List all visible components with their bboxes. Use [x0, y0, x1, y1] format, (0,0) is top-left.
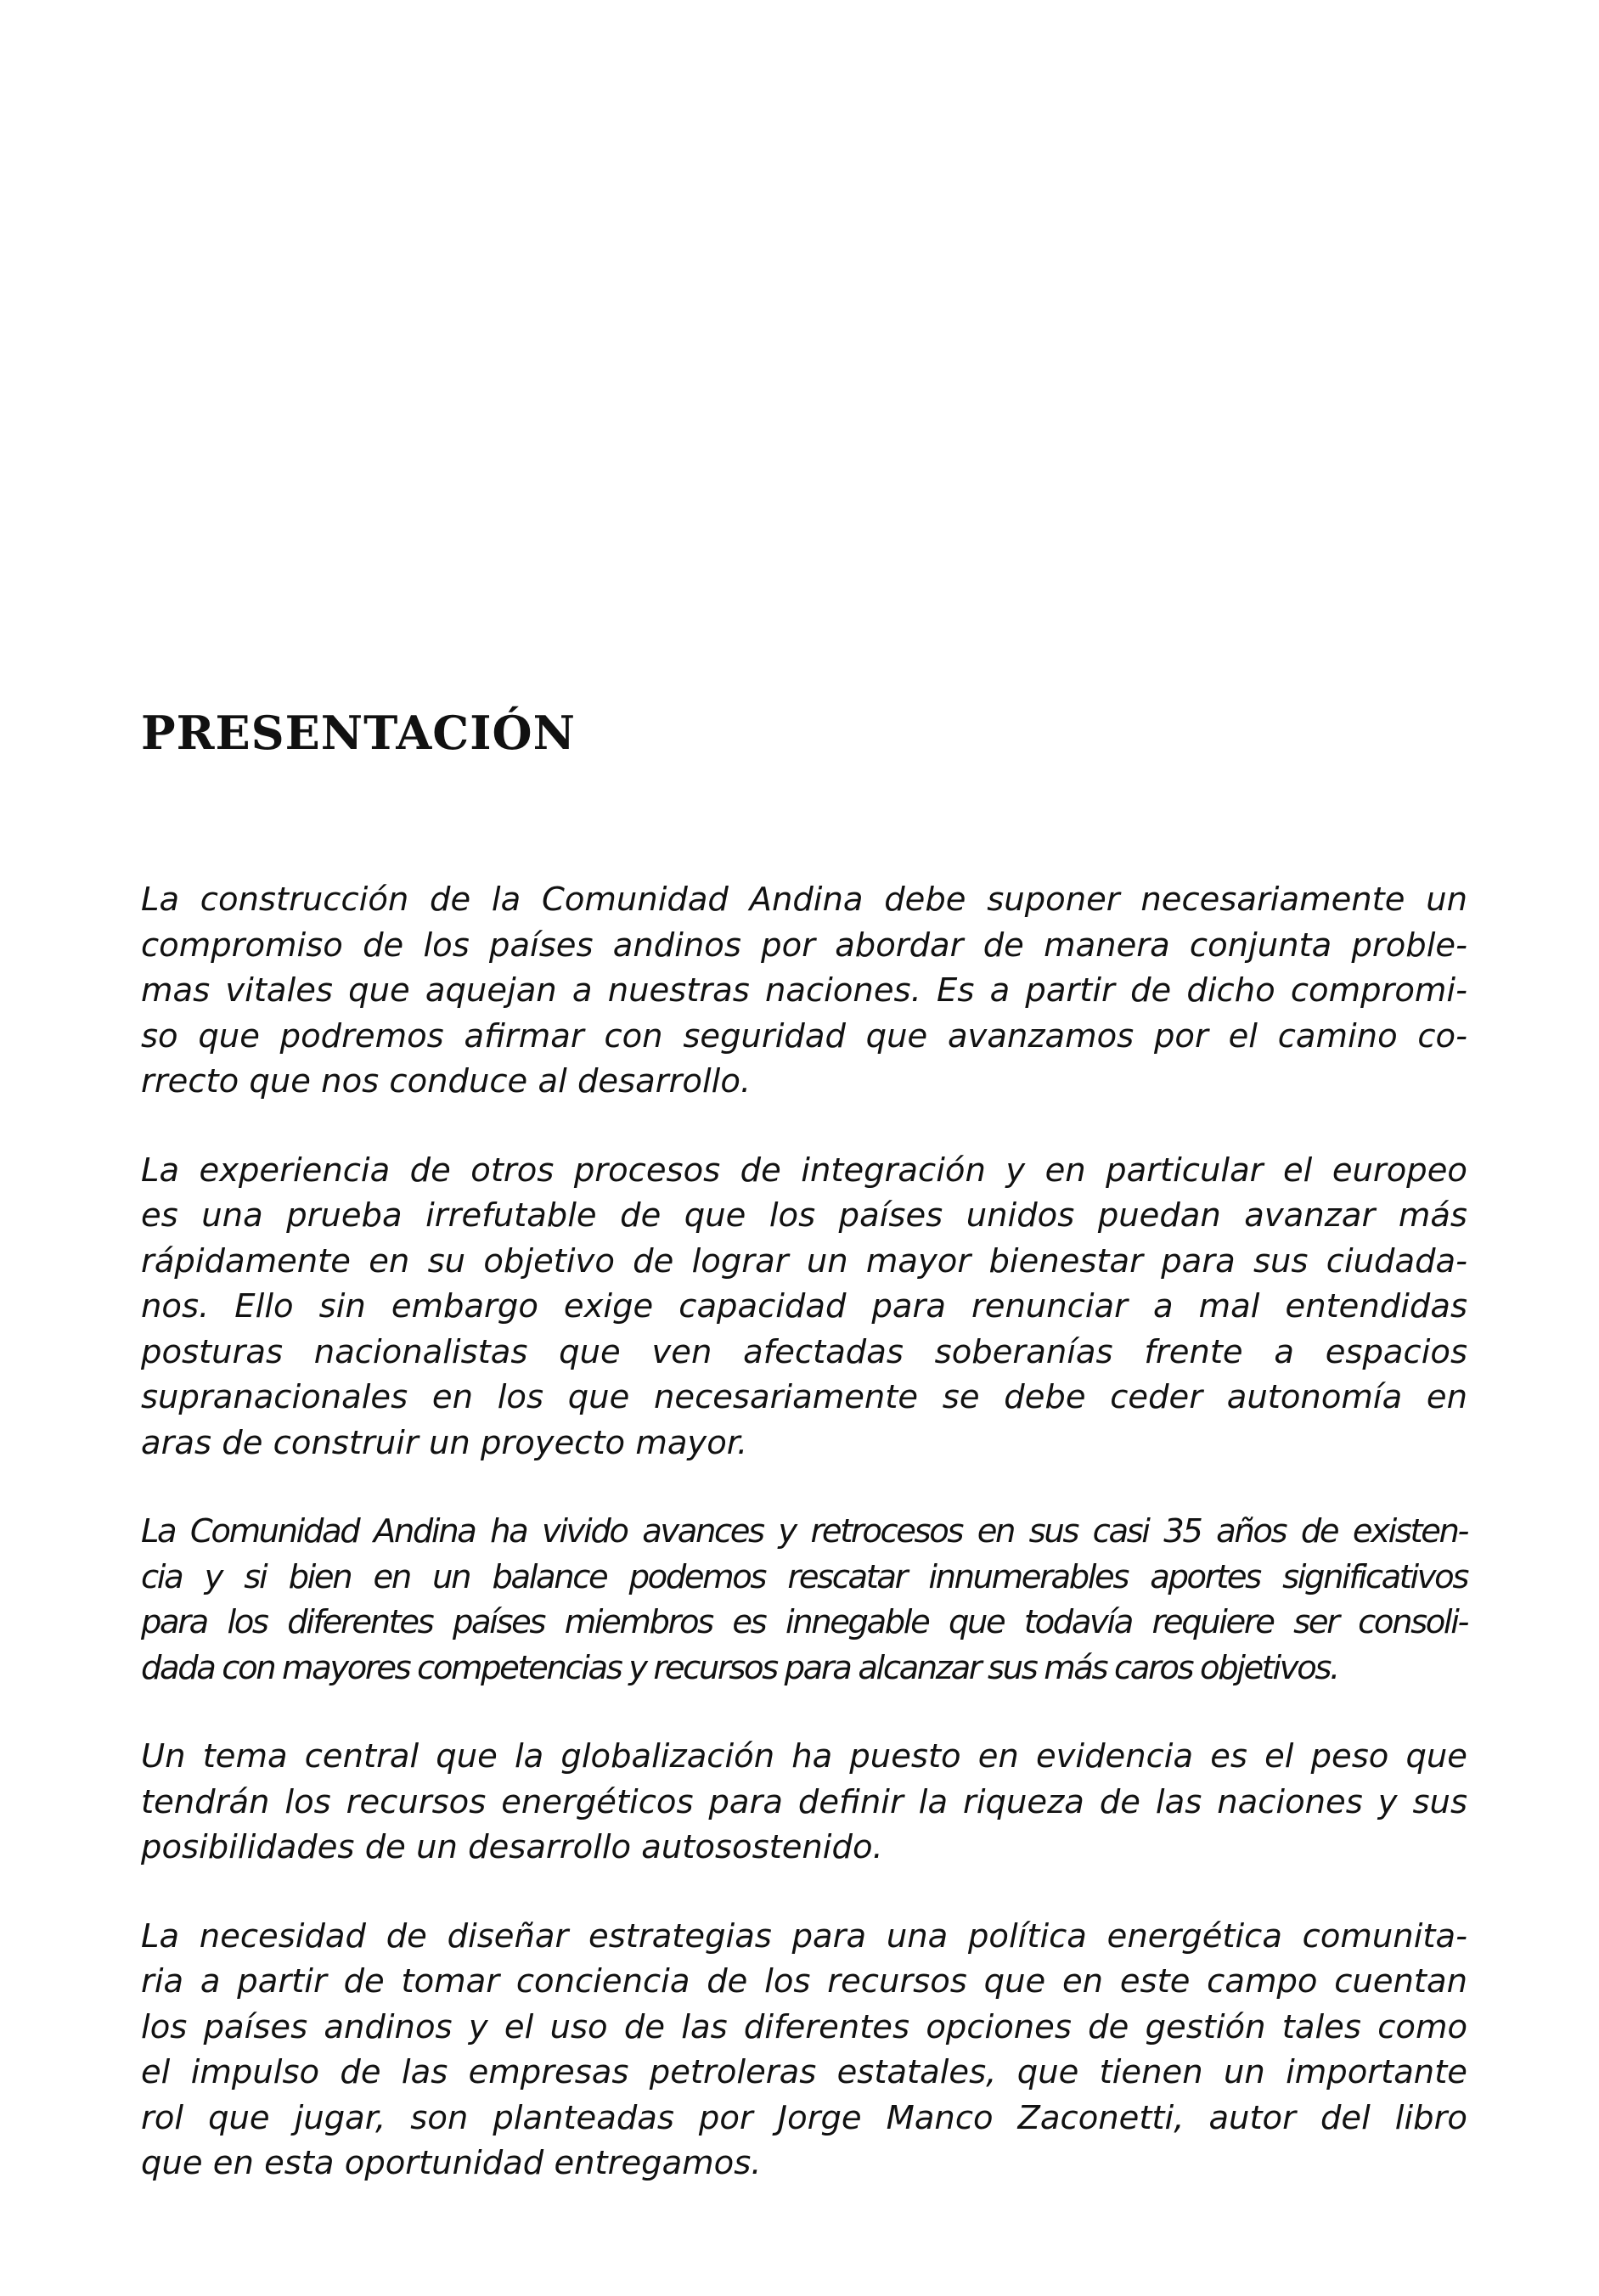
text-line: rrecto que nos conduce al desarrollo.	[141, 1062, 752, 1100]
page-title: PRESENTACIÓN	[141, 706, 576, 760]
text-line: so que podremos afirmar con seguridad que avanzamos por el camino co-	[141, 1016, 1467, 1055]
text-line: para los diferentes países miembros es innegable que todavía requiere ser consoli-	[141, 1603, 1467, 1641]
text-line: compromiso de los países andinos por abordar de manera conjunta proble-	[141, 926, 1467, 965]
text-line: nos. Ello sin embargo exige capacidad para renunciar a mal entendidas	[141, 1287, 1467, 1325]
paragraph-2	[141, 1148, 1467, 1466]
paragraph-1	[141, 877, 1467, 1105]
text-line: La Comunidad Andina ha vivido avances y retrocesos en sus casi 35 años de existen-	[141, 1512, 1467, 1550]
text-line: aras de construir un proyecto mayor.	[141, 1423, 748, 1462]
text-line: el impulso de las empresas petroleras estatales, que tienen un importante	[141, 2053, 1467, 2091]
text-line: Un tema central que la globalización ha puesto en evidencia es el peso que	[141, 1737, 1467, 1775]
text-line: ria a partir de tomar conciencia de los recursos que en este campo cuentan	[141, 1962, 1467, 2001]
text-line: dada con mayores competencias y recursos para alcanzar sus más caros objetivos.	[141, 1648, 1338, 1687]
body-text	[141, 877, 1467, 2186]
text-line: La necesidad de diseñar estrategias para una política energética comunita-	[141, 1916, 1467, 1956]
text-line: rápidamente en su objetivo de lograr un mayor bienestar para sus ciudada-	[141, 1241, 1467, 1280]
text-line: es una prueba irrefutable de que los países unidos puedan avanzar más	[141, 1196, 1467, 1235]
text-line: supranacionales en los que necesariamente se debe ceder autonomía en	[141, 1378, 1467, 1416]
text-line: tendrán los recursos energéticos para definir la riqueza de las naciones y sus	[141, 1782, 1467, 1821]
text-line: los países andinos y el uso de las diferentes opciones de gestión tales como	[141, 2007, 1467, 2046]
text-line: mas vitales que aquejan a nuestras naciones. Es a partir de dicho compromi-	[141, 971, 1467, 1010]
paragraph-3	[141, 1509, 1467, 1691]
text-line: posibilidades de un desarrollo autosostenido.	[141, 1828, 883, 1866]
text-line: La experiencia de otros procesos de integración y en particular el europeo	[141, 1151, 1467, 1190]
text-line: cia y si bien en un balance podemos rescatar innumerables aportes significativos	[141, 1557, 1467, 1596]
text-line: La construcción de la Comunidad Andina debe suponer necesariamente un	[141, 881, 1467, 919]
paragraph-5	[141, 1914, 1467, 2186]
text-line: rol que jugar, son planteadas por Jorge Manco Zaconetti, autor del libro	[141, 2098, 1467, 2137]
text-line: posturas nacionalistas que ven afectadas soberanías frente a espacios	[141, 1332, 1467, 1371]
text-line: que en esta oportunidad entregamos.	[141, 2144, 762, 2182]
paragraph-4	[141, 1734, 1467, 1871]
